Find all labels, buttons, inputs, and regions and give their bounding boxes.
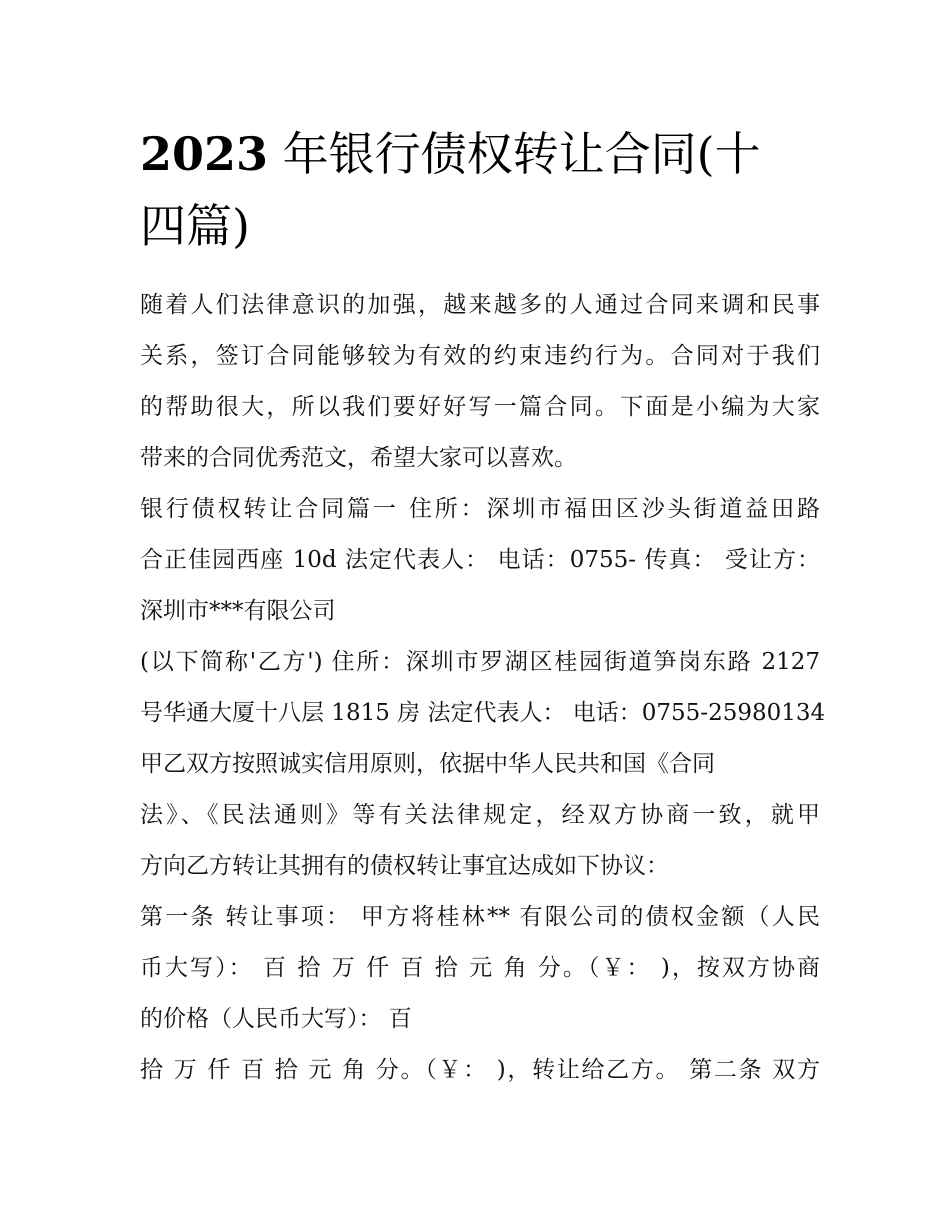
body-line: 币大写）： 百 拾 万 仟 百 拾 元 角 分。（￥： )，按双方协商 bbox=[140, 955, 820, 981]
title-line-2: 四篇) bbox=[140, 199, 250, 253]
body-line: 的帮助很大，所以我们要好好写一篇合同。下面是小编为大家 bbox=[140, 394, 820, 420]
title-year: 2023 bbox=[140, 127, 269, 181]
body-line: 银行债权转让合同篇一 住所：深圳市福田区沙头街道益田路 bbox=[140, 496, 820, 522]
body-line: 深圳市***有限公司 bbox=[140, 598, 336, 624]
body-line: 拾 万 仟 百 拾 元 角 分。（￥： )，转让给乙方。 第二条 双方 bbox=[140, 1057, 820, 1083]
page-title bbox=[140, 118, 820, 262]
title-line-1: 年银行债权转让合同(十 bbox=[268, 127, 761, 181]
body-line: 第一条 转让事项： 甲方将桂林** 有限公司的债权金额（人民 bbox=[140, 904, 820, 930]
body-line: 关系，签订合同能够较为有效的约束违约行为。合同对于我们 bbox=[140, 343, 820, 369]
body-line: 的价格（人民币大写）： 百 bbox=[140, 1006, 412, 1032]
body-line: (以下简称'乙方') 住所：深圳市罗湖区桂园街道笋岗东路 2127 bbox=[140, 649, 820, 675]
document-body bbox=[140, 280, 826, 1096]
body-line: 甲乙双方按照诚实信用原则，依据中华人民共和国《合同 bbox=[140, 751, 715, 777]
body-line: 随着人们法律意识的加强，越来越多的人通过合同来调和民事 bbox=[140, 292, 820, 318]
body-line: 号华通大厦十八层 1815 房 法定代表人： 电话：0755-25980134 bbox=[140, 700, 826, 726]
body-line: 方向乙方转让其拥有的债权转让事宜达成如下协议： bbox=[140, 853, 669, 879]
body-line: 带来的合同优秀范文，希望大家可以喜欢。 bbox=[140, 445, 577, 471]
body-line: 法》、《民法通则》等有关法律规定，经双方协商一致，就甲 bbox=[140, 802, 820, 828]
body-line: 合正佳园西座 10d 法定代表人： 电话：0755- 传真： 受让方： bbox=[140, 547, 820, 573]
